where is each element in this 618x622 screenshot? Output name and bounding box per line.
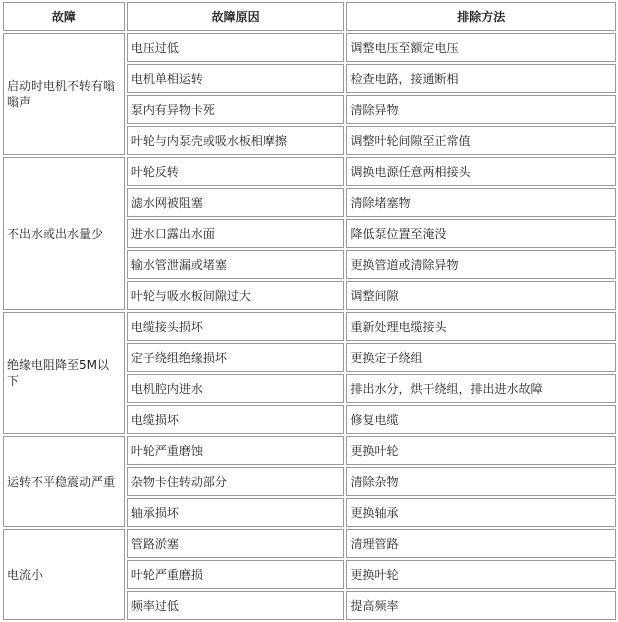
remedy-cell: 提高频率 (346, 591, 616, 620)
cause-cell: 电缆损坏 (127, 405, 345, 434)
fault-cell: 运转不平稳震动严重 (3, 436, 125, 527)
cause-cell: 叶轮与吸水板间隙过大 (127, 281, 345, 310)
cause-cell: 输水管泄漏或堵塞 (127, 250, 345, 279)
table-row (3, 529, 616, 558)
remedy-cell: 清理管路 (346, 529, 616, 558)
remedy-cell: 调整间隙 (346, 281, 616, 310)
remedy-cell: 更换定子绕组 (346, 343, 616, 372)
remedy-cell: 降低泵位置至淹没 (346, 219, 616, 248)
cause-cell: 叶轮与内泵壳或吸水板相摩擦 (127, 126, 345, 155)
remedy-cell: 更换叶轮 (346, 436, 616, 465)
fault-cell: 电流小 (3, 529, 125, 620)
header-remedy: 排除方法 (346, 2, 616, 31)
remedy-cell: 调整电压至额定电压 (346, 33, 616, 62)
cause-cell: 电缆接头损坏 (127, 312, 345, 341)
cause-cell: 电机腔内进水 (127, 374, 345, 403)
cause-cell: 轴承损坏 (127, 498, 345, 527)
remedy-cell: 检查电路，接通断相 (346, 64, 616, 93)
remedy-cell: 调换电源任意两相接头 (346, 157, 616, 186)
remedy-cell: 调整叶轮间隙至正常值 (346, 126, 616, 155)
fault-cell: 不出水或出水量少 (3, 157, 125, 310)
fault-table-body (3, 33, 616, 620)
cause-cell: 频率过低 (127, 591, 345, 620)
table-row (3, 436, 616, 465)
cause-cell: 进水口露出水面 (127, 219, 345, 248)
table-row (3, 157, 616, 186)
cause-cell: 叶轮严重磨蚀 (127, 436, 345, 465)
cause-cell: 滤水网被阻塞 (127, 188, 345, 217)
remedy-cell: 清除异物 (346, 95, 616, 124)
remedy-cell: 修复电缆 (346, 405, 616, 434)
remedy-cell: 清除杂物 (346, 467, 616, 496)
remedy-cell: 重新处理电缆接头 (346, 312, 616, 341)
table-row (3, 312, 616, 341)
fault-cell: 绝缘电阻降至5M以下 (3, 312, 125, 434)
cause-cell: 叶轮反转 (127, 157, 345, 186)
fault-table (1, 0, 618, 622)
remedy-cell: 清除堵塞物 (346, 188, 616, 217)
cause-cell: 杂物卡住转动部分 (127, 467, 345, 496)
remedy-cell: 更换叶轮 (346, 560, 616, 589)
cause-cell: 电机单相运转 (127, 64, 345, 93)
cause-cell: 定子绕组绝缘损坏 (127, 343, 345, 372)
table-row (3, 33, 616, 62)
fault-cell: 启动时电机不转有嗡嗡声 (3, 33, 125, 155)
remedy-cell: 更换管道或清除异物 (346, 250, 616, 279)
cause-cell: 泵内有异物卡死 (127, 95, 345, 124)
cause-cell: 电压过低 (127, 33, 345, 62)
cause-cell: 叶轮严重磨损 (127, 560, 345, 589)
header-fault: 故障 (3, 2, 125, 31)
header-cause: 故障原因 (127, 2, 345, 31)
remedy-cell: 更换轴承 (346, 498, 616, 527)
remedy-cell: 排出水分，烘干绕组，排出进水故障 (346, 374, 616, 403)
header-row (3, 2, 616, 31)
cause-cell: 管路淤塞 (127, 529, 345, 558)
